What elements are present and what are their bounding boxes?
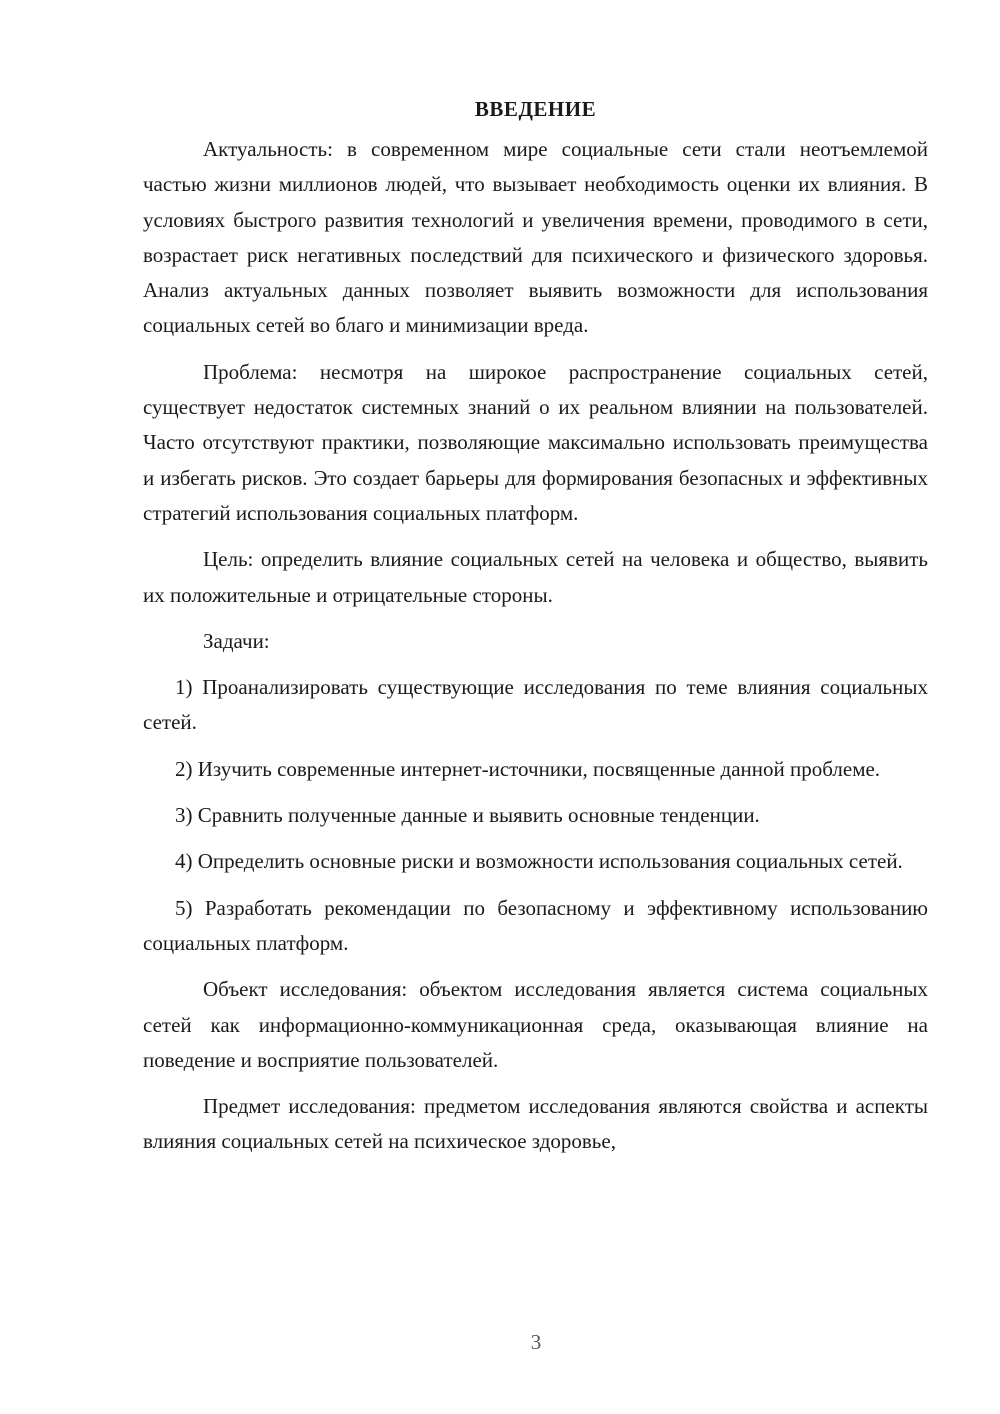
- paragraph-goal: Цель: определить влияние социальных сетей на человека и общество, выявить их положительные и отрицательные стороны.: [143, 547, 928, 607]
- page-content: [143, 92, 928, 1171]
- paragraph-problem: Проблема: несмотря на широкое распространение социальных сетей, существует недостаток системных знаний о их реальном влиянии на пользователей. Часто отсутствуют практики, позволяющие максимально использовать преимущества и избегать рисков. Это создает барьеры для формирования безопасных и эффективных стратегий использования социальных платформ.: [143, 359, 928, 525]
- tasks-label: Задачи:: [203, 628, 270, 653]
- task-item-1: 1) Проанализировать существующие исследования по теме влияния социальных сетей.: [143, 675, 928, 735]
- page-number: 3: [530, 1330, 542, 1354]
- paragraph-subject: Предмет исследования: предметом исследования являются свойства и аспекты влияния социальных сетей на психическое здоровье,: [143, 1094, 928, 1154]
- task-item-2: 2) Изучить современные интернет-источники, посвященные данной проблеме.: [175, 756, 881, 781]
- section-heading: ВВЕДЕНИЕ: [474, 97, 597, 121]
- paragraph-object: Объект исследования: объектом исследования является система социальных сетей как информационно-коммуникационная среда, оказывающая влияние на поведение и восприятие пользователей.: [143, 977, 928, 1072]
- paragraph-relevance: Актуальность: в современном мире социальные сети стали неотъемлемой частью жизни миллионов людей, что вызывает необходимость оценки их влияния. В условиях быстрого развития технологий и увеличения времени, проводимого в сети, возрастает риск негативных последствий для психического и физического здоровья. Анализ актуальных данных позволяет выявить возможности для использования социальных сетей во благо и минимизации вреда.: [143, 137, 928, 338]
- task-item-5: 5) Разработать рекомендации по безопасному и эффективному использованию социальных платформ.: [143, 895, 928, 955]
- task-item-3: 3) Сравнить полученные данные и выявить основные тенденции.: [175, 803, 760, 828]
- task-item-4: 4) Определить основные риски и возможности использования социальных сетей.: [175, 849, 903, 874]
